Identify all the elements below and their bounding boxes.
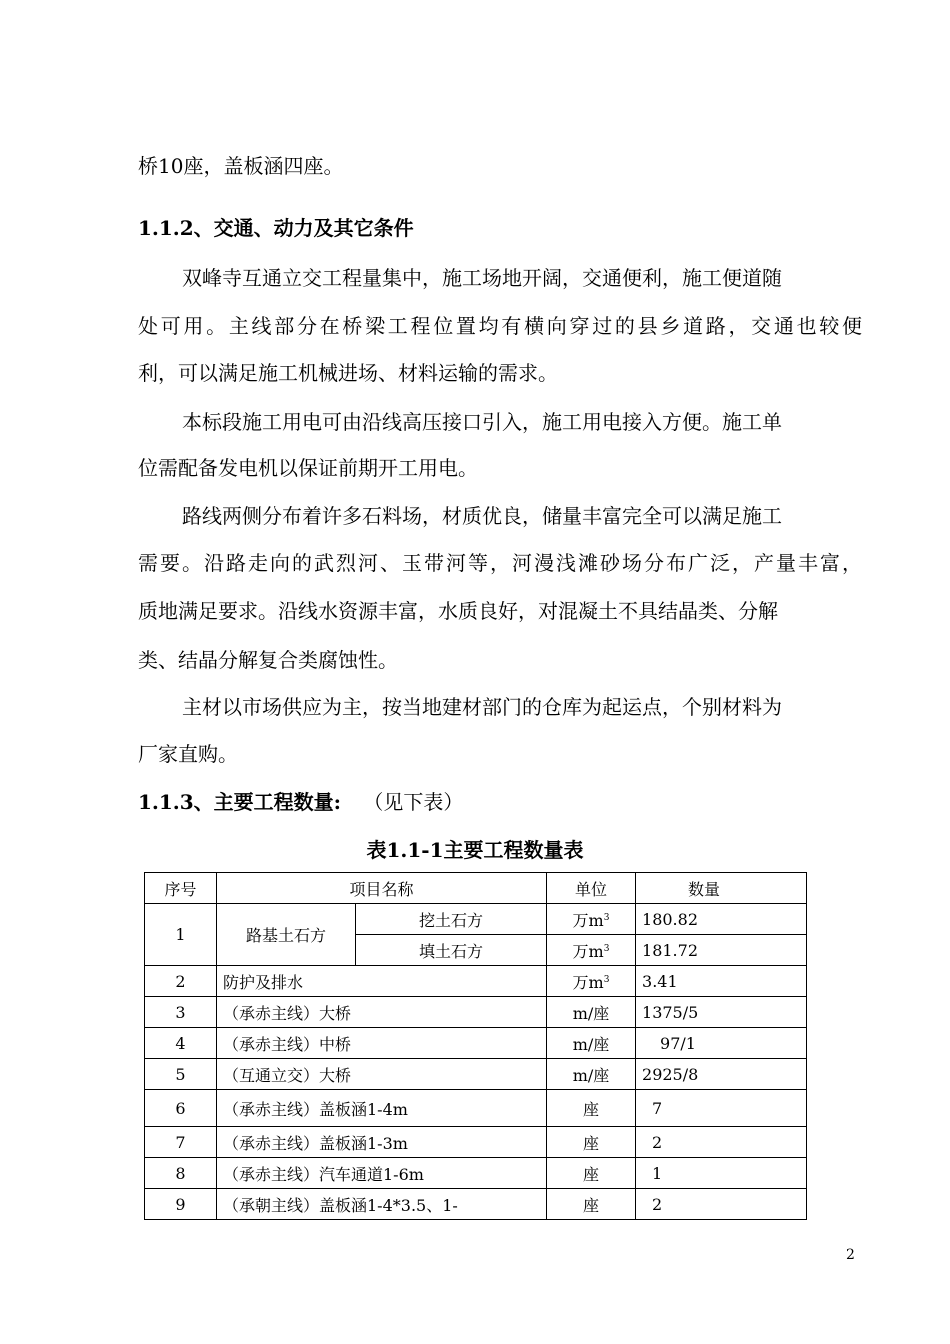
- cell-name: （互通立交）大桥: [217, 1059, 547, 1090]
- cell-qty: 181.72: [636, 935, 807, 966]
- cell-qty: 1: [636, 1158, 807, 1189]
- cell-group: 路基土石方: [217, 904, 356, 966]
- cell-no: 5: [145, 1059, 217, 1090]
- cell-qty: 2925/8: [636, 1059, 807, 1090]
- cell-no: 6: [145, 1090, 217, 1127]
- cell-name: 防护及排水: [217, 966, 547, 997]
- cell-unit: m/座: [547, 1028, 636, 1059]
- cell-name: （承赤主线）盖板涵1-4m: [217, 1090, 547, 1127]
- quantity-table: [144, 872, 807, 1220]
- text-line: 厂家直购。: [138, 742, 238, 766]
- cell-qty: 180.82: [636, 904, 807, 935]
- unit-superscript: 3: [603, 943, 610, 954]
- cell-no: 2: [145, 966, 217, 997]
- unit-text: 万m: [572, 941, 604, 961]
- cell-no: 3: [145, 997, 217, 1028]
- cell-no: 9: [145, 1189, 217, 1220]
- page-number: 2: [846, 1247, 855, 1263]
- header-unit: 单位: [547, 873, 636, 904]
- cell-qty: 3.41: [636, 966, 807, 997]
- cell-unit: 座: [547, 1090, 636, 1127]
- text-line: 利，可以满足施工机械进场、材料运输的需求。: [138, 361, 558, 385]
- table-row: [145, 1127, 807, 1158]
- cell-qty: 2: [636, 1189, 807, 1220]
- table-row: [145, 904, 807, 935]
- section-heading-1-1-2: 1.1.2、交通、动力及其它条件: [138, 216, 414, 240]
- cell-name: （承朝主线）盖板涵1-4*3.5、1-: [217, 1189, 547, 1220]
- cell-unit: m/座: [547, 1059, 636, 1090]
- cell-unit: [547, 935, 636, 966]
- section-heading-note: （见下表）: [363, 790, 464, 814]
- text-line: 需要。沿路走向的武烈河、玉带河等，河漫浅滩砂场分布广泛，产量丰富，: [138, 551, 862, 575]
- table-header-row: [145, 873, 807, 904]
- table-row: [145, 1028, 807, 1059]
- cell-qty: 2: [636, 1127, 807, 1158]
- cell-unit: [547, 904, 636, 935]
- text-line: 质地满足要求。沿线水资源丰富，水质良好，对混凝土不具结晶类、分解: [138, 599, 778, 623]
- text-line: 处可用。主线部分在桥梁工程位置均有横向穿过的县乡道路，交通也较便: [138, 314, 862, 338]
- cell-no: 1: [145, 904, 217, 966]
- cell-qty: 7: [636, 1090, 807, 1127]
- text-line: 路线两侧分布着许多石料场，材质优良，储量丰富完全可以满足施工: [182, 504, 782, 528]
- cell-sub: 挖土石方: [356, 904, 547, 935]
- cell-unit: m/座: [547, 997, 636, 1028]
- cell-unit: 座: [547, 1158, 636, 1189]
- table-row: [145, 1059, 807, 1090]
- cell-sub: 填土石方: [356, 935, 547, 966]
- text-line: 桥10座，盖板涵四座。: [138, 154, 344, 178]
- unit-text: 万m: [572, 972, 604, 992]
- cell-name: （承赤主线）盖板涵1-3m: [217, 1127, 547, 1158]
- cell-unit: 座: [547, 1127, 636, 1158]
- table-row: [145, 966, 807, 997]
- unit-superscript: 3: [603, 912, 610, 923]
- table-row: [145, 1158, 807, 1189]
- table-row: [145, 1189, 807, 1220]
- cell-no: 7: [145, 1127, 217, 1158]
- text-line: 类、结晶分解复合类腐蚀性。: [138, 648, 398, 672]
- cell-unit: 座: [547, 1189, 636, 1220]
- header-qty: 数量: [636, 873, 807, 904]
- text-line: 双峰寺互通立交工程量集中，施工场地开阔，交通便利，施工便道随: [182, 266, 782, 290]
- header-item: 项目名称: [217, 873, 547, 904]
- cell-qty: 97/1: [636, 1028, 807, 1059]
- cell-name: （承赤主线）大桥: [217, 997, 547, 1028]
- unit-text: 万m: [572, 910, 604, 930]
- unit-superscript: 3: [603, 974, 610, 985]
- header-no: 序号: [145, 873, 217, 904]
- text-line: 位需配备发电机以保证前期开工用电。: [138, 456, 478, 480]
- cell-no: 8: [145, 1158, 217, 1189]
- cell-no: 4: [145, 1028, 217, 1059]
- table-row: [145, 1090, 807, 1127]
- text-line: 主材以市场供应为主，按当地建材部门的仓库为起运点，个别材料为: [182, 695, 782, 719]
- section-heading-1-1-3: [138, 790, 463, 814]
- cell-unit: [547, 966, 636, 997]
- table-row: [145, 997, 807, 1028]
- cell-name: （承赤主线）汽车通道1-6m: [217, 1158, 547, 1189]
- section-heading-label: 1.1.3、主要工程数量:: [138, 790, 342, 814]
- cell-name: （承赤主线）中桥: [217, 1028, 547, 1059]
- table-caption: 表1.1-1主要工程数量表: [366, 838, 584, 862]
- text-line: 本标段施工用电可由沿线高压接口引入，施工用电接入方便。施工单: [182, 410, 782, 434]
- cell-qty: 1375/5: [636, 997, 807, 1028]
